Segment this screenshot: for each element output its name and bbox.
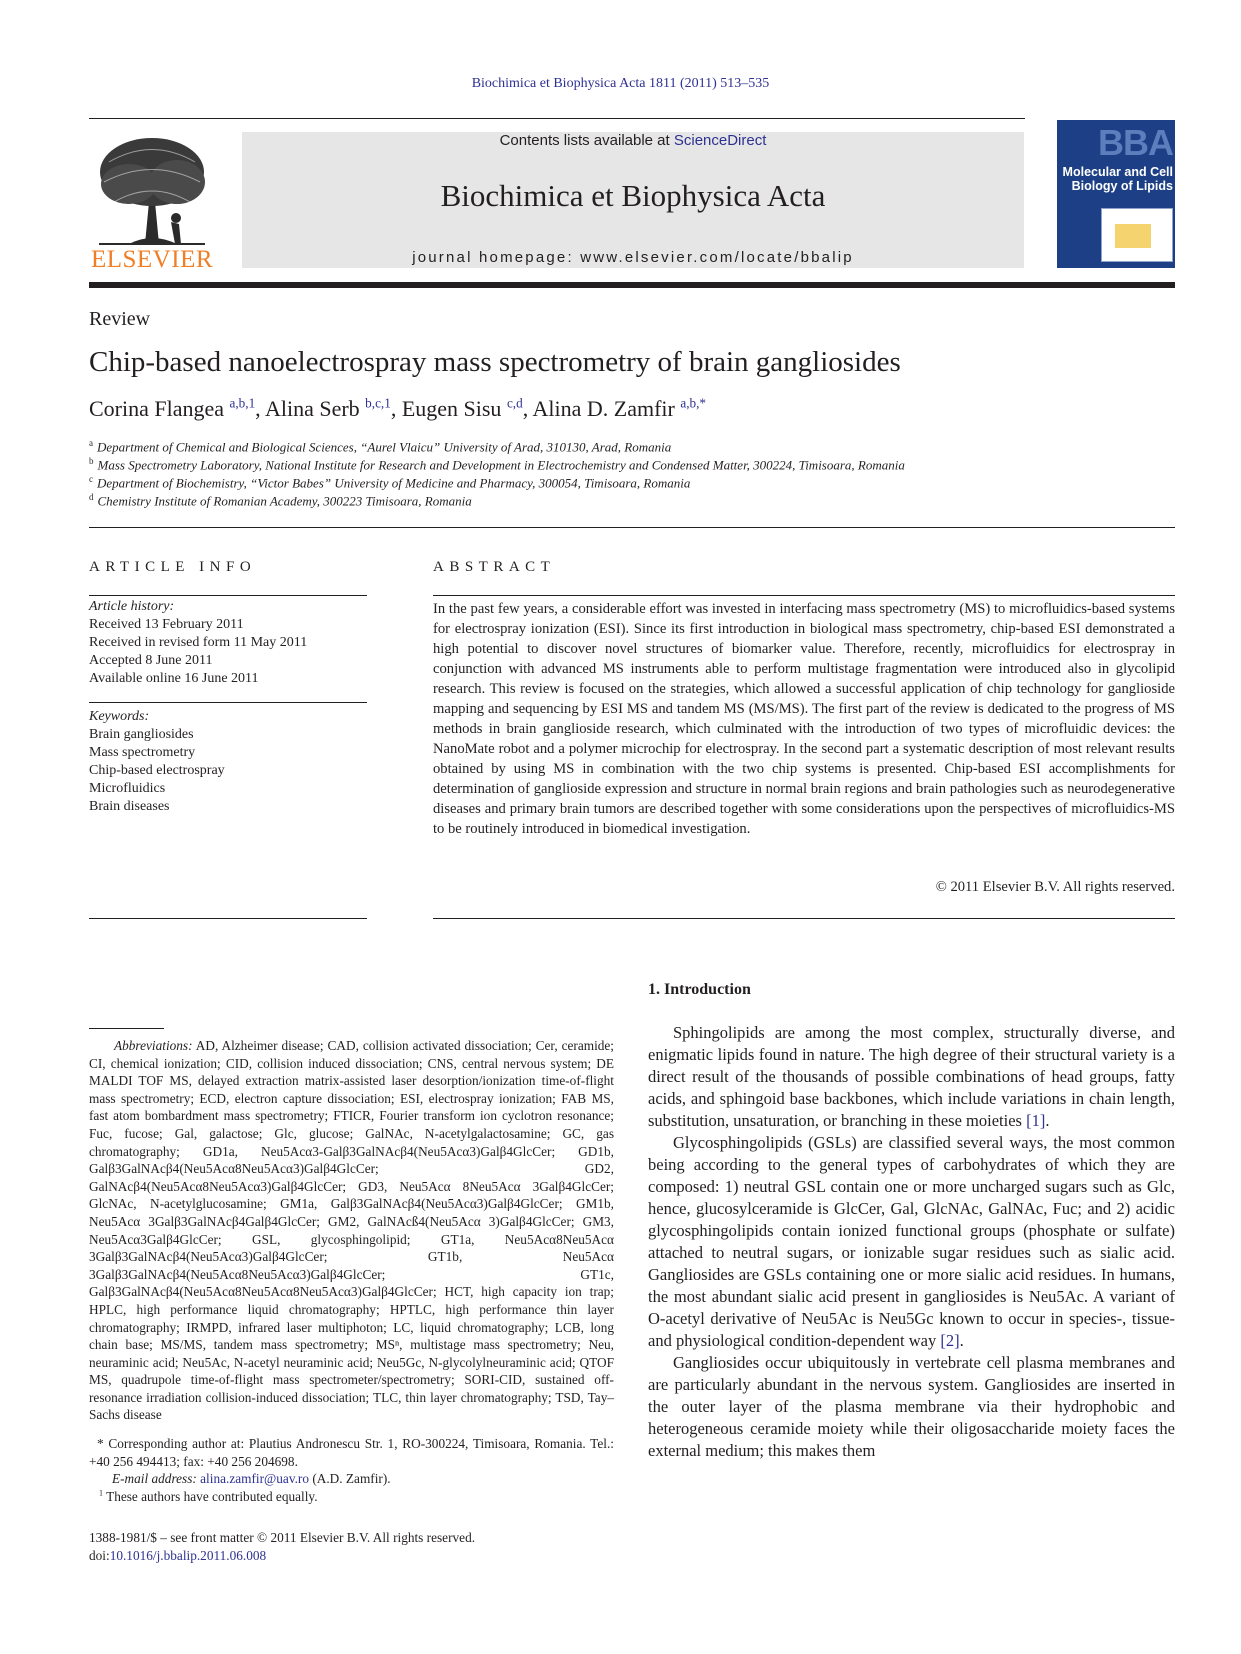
paragraph-text: Sphingolipids are among the most complex, structurally diverse, and enigmatic lipids found in nature. The high degree of their structural variety is a direct result of the thousands of possible combinations of head groups, fatty acids, and sphingoid base backbones, which include variations in chain length, substitution, unsaturation, or branching in these moieties: [648, 1023, 1175, 1130]
affiliation: [89, 492, 472, 509]
citation-link[interactable]: [1]: [1026, 1111, 1046, 1130]
affiliation-mark: a: [89, 438, 93, 448]
abbreviations-label: Abbreviations:: [114, 1038, 193, 1053]
history-item: Accepted 8 June 2011: [89, 653, 213, 668]
paragraph: [648, 1132, 1175, 1352]
paragraph: [648, 1352, 1175, 1462]
sciencedirect-link[interactable]: ScienceDirect: [673, 132, 767, 149]
affiliation-text: Chemistry Institute of Romanian Academy, 300223 Timisoara, Romania: [97, 493, 472, 509]
history-label: Article history:: [89, 599, 175, 614]
issn-line: 1388-1981/$ – see front matter © 2011 Elsevier B.V. All rights reserved.: [89, 1530, 476, 1545]
journal-homepage-link[interactable]: journal homepage: www.elsevier.com/locate/bbalip: [412, 249, 854, 266]
doi-prefix: doi:: [89, 1548, 110, 1563]
author-affiliation-marks[interactable]: a,b,1: [229, 395, 256, 411]
author-list: Corina Flangea $^{a,b,1}$, Alina Serb $^{b,c,1}$, Eugen Sisu $^{c,d}$, Alina D. Zamfir $^{a,b,*}$: [89, 395, 706, 421]
author-affiliation-marks[interactable]: a,b,*: [680, 395, 706, 411]
author-name[interactable]: Eugen Sisu: [401, 396, 502, 421]
footnote-rule: [89, 1028, 164, 1029]
keyword: Microfluidics: [89, 781, 166, 796]
affiliation: [89, 456, 905, 473]
email-label: E-mail address:: [112, 1471, 197, 1486]
paragraph-text: Gangliosides occur ubiquitously in vertebrate cell plasma membranes and are particularly abundant in the nervous system. Gangliosides are inserted in the outer layer of the plasma membrane via their hydrophobic and heterogeneous ceramide moiety while their oligosaccharide moiety faces the external medium; this makes them: [648, 1353, 1175, 1460]
article-type: Review: [89, 308, 151, 330]
cover-figure-accent: [1115, 224, 1151, 248]
cover-logo: BBA: [1098, 122, 1173, 163]
affiliation-text: Department of Chemical and Biological Sciences, “Aurel Vlaicu” University of Arad, 310130, Arad, Romania: [97, 439, 672, 455]
journal-name: Biochimica et Biophysica Acta: [440, 178, 826, 213]
affiliation: [89, 474, 690, 491]
paragraph: [648, 1022, 1175, 1132]
article-info-heading: ARTICLE INFO: [89, 559, 257, 575]
affiliation: [89, 438, 671, 455]
history-item: Received in revised form 11 May 2011: [89, 635, 308, 650]
email-footnote: [112, 1471, 391, 1487]
affiliation-mark: c: [89, 474, 93, 484]
keyword: Brain gangliosides: [89, 727, 194, 742]
abbreviations-footnote: [89, 1037, 614, 1424]
article-info-rule: [89, 702, 367, 703]
equal-contribution-text: These authors have contributed equally.: [106, 1489, 318, 1504]
abstract-heading: ABSTRACT: [433, 559, 556, 575]
contents-availability-line: [242, 132, 1024, 149]
paragraph-end: .: [959, 1331, 964, 1350]
author-name[interactable]: Corina Flangea: [89, 396, 225, 421]
elsevier-wordmark: ELSEVIER: [90, 246, 214, 273]
copyright-notice: © 2011 Elsevier B.V. All rights reserved.: [935, 879, 1175, 895]
paragraph-text: Glycosphingolipids (GSLs) are classified several ways, the most common being according to the general types of carbohydrates of which they are composed: 1) neutral GSL contain one or more uncharged sugars such as Glc, hence, glucosylceramide is GlcCer, Gal, GlcNAc, GalNAc, Fuc; and 2) acidic glycosphingolipids contain ionized functional groups (phosphate or sulfate) attached to neutral sugars, or ionizable sugar residues such as sialic acid. Gangliosides are GSLs containing one or more sialic acid residues. In humans, the most abundant sialic acid present in gangliosides is Neu5Ac. A variant of O-acetyl derivative of Neu5Ac is Neu5Gc known to occur in species-, tissue- and physiological condition-dependent way: [648, 1133, 1175, 1350]
affiliation-mark: d: [89, 492, 94, 502]
doi-link[interactable]: 10.1016/j.bbalip.2011.06.008: [109, 1548, 267, 1563]
citation-link[interactable]: [2]: [940, 1331, 960, 1350]
author-affiliation-marks[interactable]: b,c,1: [365, 395, 391, 411]
keyword: Brain diseases: [89, 799, 170, 814]
author-affiliation-marks[interactable]: c,d: [506, 395, 523, 411]
keywords-label: Keywords:: [89, 709, 150, 724]
author-name[interactable]: Alina D. Zamfir: [532, 396, 675, 421]
contents-prefix: Contents lists available at: [499, 132, 674, 149]
keyword: Chip-based electrospray: [89, 763, 225, 778]
journal-reference-link[interactable]: Biochimica et Biophysica Acta 1811 (2011) 513–535: [471, 76, 770, 91]
header-thick-rule: [89, 282, 1175, 288]
introduction-body: [648, 1022, 1175, 1462]
section-divider: [89, 527, 1175, 528]
corresponding-author-footnote: [89, 1435, 614, 1470]
article-title: Chip-based nanoelectrospray mass spectrometry of brain gangliosides: [89, 346, 901, 378]
affiliation-text: Mass Spectrometry Laboratory, National Institute for Research and Development in Electrochemistry and Condensed Matter, 300224, Timisoara, Romania: [97, 457, 905, 473]
abstract-text: In the past few years, a considerable effort was invested in interfacing mass spectrometry (MS) to microfluidics-based systems for electrospray ionization (ESI). Since its first introduction in biological mass spectrometry, chip-based ESI demonstrated a high potential to discover novel structures of biomarker value. Therefore, recently, microfluidics for electrospray in conjunction with advanced MS instruments able to perform multistage fragmentation were introduced also in glycolipid research. This review is focused on the strategies, which allowed a successful application of chip technology for ganglioside mapping and sequencing by ESI MS and tandem MS (MS/MS). The first part of the review is dedicated to the progress of MS methods in brain ganglioside research, which culminated with the introduction of two types of microfluidic devices: the NanoMate robot and a polymer microchip for electrospray. In the second part a systematic description of most relevant results obtained by using MS in combination with the two chip systems is presented. Chip-based ESI accomplishments for determination of ganglioside expression and structure in normal brain regions and brain pathologies such as neurodegenerative diseases and primary brain tumors are described together with some considerations upon the perspectives of microfluidics-MS to be routinely introduced in biomedical investigation.: [433, 601, 1175, 837]
keyword: Mass spectrometry: [89, 745, 196, 760]
journal-cover-image[interactable]: [1057, 120, 1175, 268]
paragraph-end: .: [1045, 1111, 1050, 1130]
history-item: Available online 16 June 2011: [89, 671, 259, 686]
affiliation-text: Department of Biochemistry, “Victor Babes” University of Medicine and Pharmacy, 300054, Timisoara, Romania: [97, 475, 691, 491]
equal-contribution-footnote: [89, 1489, 318, 1505]
corresponding-author-text: * Corresponding author at: Plautius Andronescu Str. 1, RO-300224, Timisoara, Romania. Tel.: +40 256 494413; fax: +40 256 204698.: [89, 1436, 614, 1469]
abstract-rule: [433, 595, 1175, 596]
email-suffix: (A.D. Zamfir).: [309, 1471, 391, 1486]
abstract-rule: [433, 918, 1175, 919]
cover-title: Molecular and Cell Biology of Lipids: [1062, 165, 1173, 193]
email-link[interactable]: alina.zamfir@uav.ro: [200, 1471, 309, 1486]
footnote-mark: 1: [99, 1488, 103, 1498]
affiliation-mark: b: [89, 456, 94, 466]
introduction-heading: 1. Introduction: [648, 981, 751, 998]
article-info-rule: [89, 595, 367, 596]
article-info-rule: [89, 918, 367, 919]
doi-line: [89, 1548, 266, 1564]
header-top-rule: [89, 118, 1025, 119]
author-name[interactable]: Alina Serb: [264, 396, 360, 421]
history-item: Received 13 February 2011: [89, 617, 244, 632]
abbreviations-text: AD, Alzheimer disease; CAD, collision activated dissociation; Cer, ceramide; CI, chemical ionization; CID, collision induced dissociation; CNS, central nervous system; DE MALDI TOF MS, delayed extraction matrix-assisted laser desorption/ionization time-of-flight mass spectrometry; ECD, electron capture dissociation; ESI, electrospray ionization; FAB MS, fast atom bombardment mass spectrometry; FTICR, Fourier transform ion cyclotron resonance; Fuc, fucose; Gal, galactose; Glc, glucose; GalNAc, N-acetylgalactosamine; GC, gas chromatography; GD1a, Neu5Acα3-Galβ3GalNAcβ4(Neu5Acα3)Galβ4GlcCer; GD1b, Galβ3GalNAcβ4(Neu5Acα8Neu5Acα3)Galβ4GlcCer; GD2, GalNAcβ4(Neu5Acα8Neu5Acα3)Galβ4GlcCer; GD3, Neu5Acα 8Neu5Acα 3Galβ4GlcCer; GlcNAc, N-acetylglucosamine; GM1a, Galβ3GalNAcβ4(Neu5Acα3)Galβ4GlcCer; GM1b, Neu5Acα 3Galβ3GalNAcβ4Galβ4GlcCer; GM2, GalNAcß4(Neu5Acα 3)Galβ4GlcCer; GM3, Neu5Acα3Galβ4GlcCer; GSL, glycosphingolipid; GT1a, Neu5Acα8Neu5Acα 3Galβ3GalNAcβ4(Neu5Acα3)Galβ4GlcCer; GT1b, Neu5Acα 3Galβ3GalNAcβ4(Neu5Acα8Neu5Acα3)Galβ4GlcCer; GT1c, Galβ3GalNAcβ4(Neu5Acα8Neu5Acα8Neu5Acα3)Galβ4GlcCer; HCT, high capacity ion trap; HPLC, high performance liquid chromatography; HPTLC, high performance thin layer chromatography; IRMPD, infrared laser multiphoton; LC, liquid chromatography; LCB, long chain base; MS/MS, tandem mass spectrometry; MSⁿ, multistage mass spectrometry; Neu, neuraminic acid; Neu5Ac, N-acetyl neuraminic acid; Neu5Gc, N-glycolylneuraminic acid; QTOF MS, quadrupole time-of-flight mass spectrometer/spectrometry; SORI-CID, sustained off-resonance irradiation collision-induced dissociation; TLC, thin layer chromatography; TSD, Tay–Sachs disease: [89, 1038, 615, 1423]
